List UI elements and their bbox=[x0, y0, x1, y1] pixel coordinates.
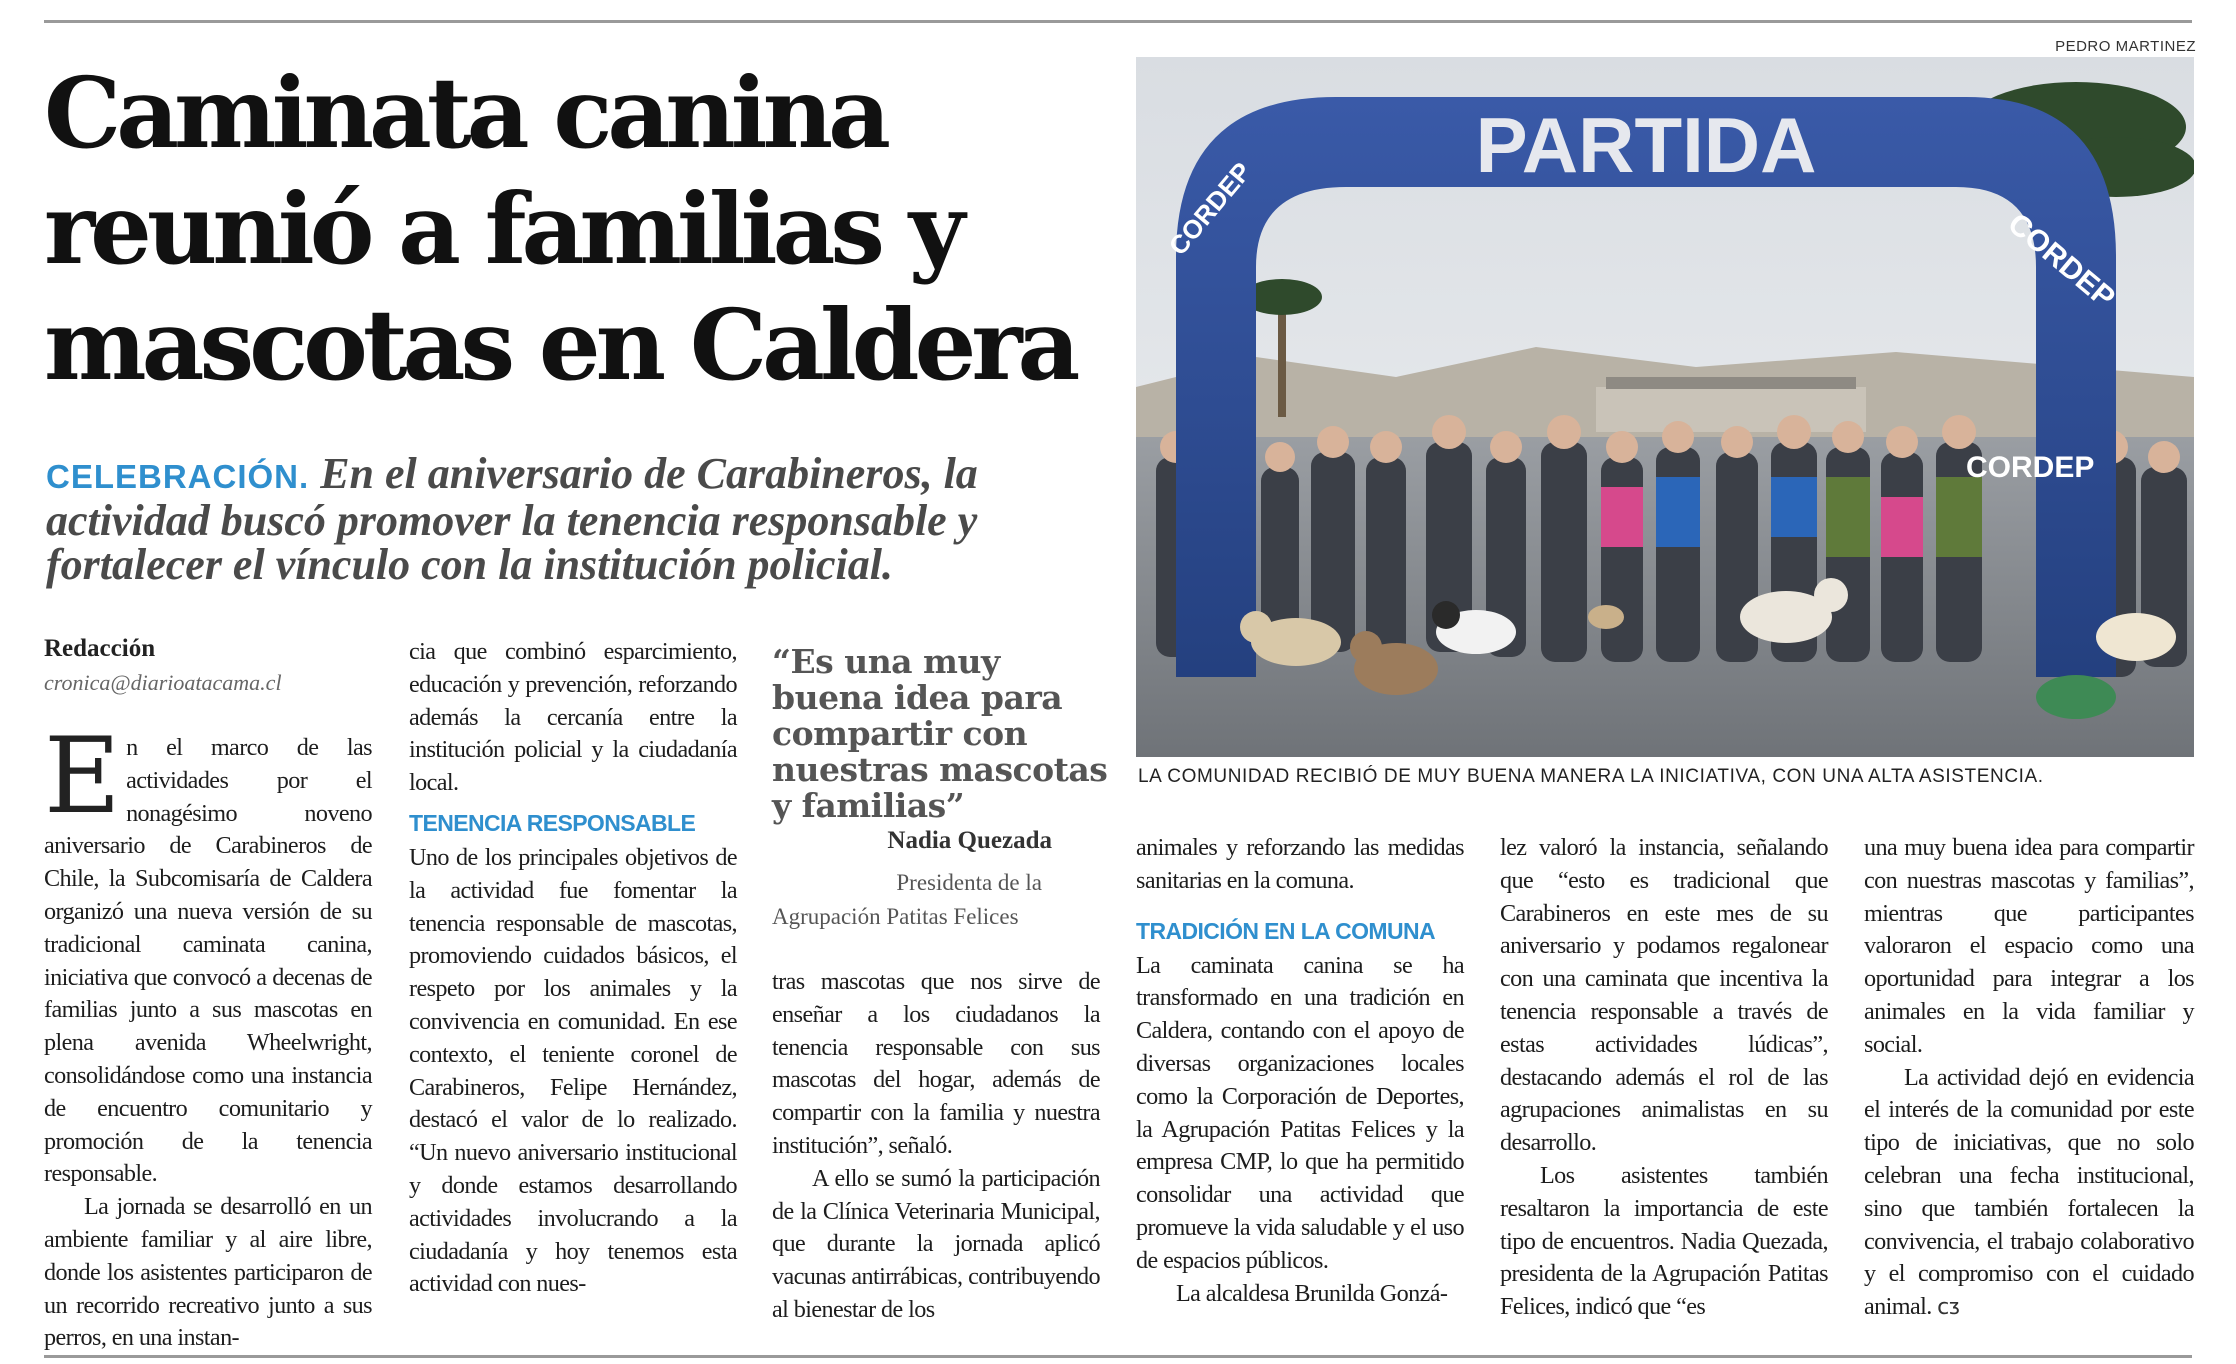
subheading-tradicion: TRADICIÓN EN LA COMUNA bbox=[1136, 917, 1435, 944]
article-column-3 bbox=[772, 966, 1100, 1327]
photo-caption: LA COMUNIDAD RECIBIÓ DE MUY BUENA MANERA LA INICIATIVA, CON UNA ALTA ASISTENCIA. bbox=[1138, 766, 2044, 787]
paragraph bbox=[44, 715, 372, 1191]
photo-illustration bbox=[1136, 57, 2194, 757]
paragraph: tras mascotas que nos sirve de enseñar a los ciudadanos la tenencia responsable con sus mascotas del hogar, además de compartir con la familia y nuestra institución”, señaló. bbox=[772, 968, 1100, 1159]
bottom-rule bbox=[44, 1355, 2192, 1358]
quote-attribution-name: Nadia Quezada bbox=[887, 827, 1052, 854]
quote-role-line: Agrupación Patitas Felices bbox=[772, 904, 1019, 929]
quote-attribution-role bbox=[772, 866, 1072, 934]
paragraph: una muy buena idea para compartir con nuestras mascotas y familias”, mientras que participantes valoraron el espacio como una oportunidad para integrar a los animales en la vida familiar y social. bbox=[1864, 834, 2194, 1058]
photo-credit: PEDRO MARTINEZ bbox=[2055, 38, 2196, 55]
top-rule bbox=[44, 20, 2192, 23]
subheading-tenencia: TENENCIA RESPONSABLE bbox=[409, 809, 696, 836]
article-column-1 bbox=[44, 715, 372, 1355]
article-headline: Caminata canina reunió a familias y mascotas en Caldera bbox=[44, 56, 1076, 402]
end-mark: ᴄᴣ bbox=[1937, 1295, 1960, 1321]
paragraph-text: La actividad dejó en evidencia el interés de la comunidad por este tipo de iniciativas, que no solo celebran una fecha institucional, sino que también fortalecen la convivencia, el trabajo colaborativo y el compromiso con el cuidado animal. bbox=[1864, 1063, 2194, 1321]
deck-text: En el aniversario de Carabineros, la actividad buscó promover la tenencia responsable y fortalecer el vínculo con la institución policial. bbox=[46, 449, 978, 589]
paragraph: cia que combinó esparcimiento, educación y prevención, reforzando además la cercanía entre la institución policial y la ciudadanía local. bbox=[409, 638, 737, 797]
article-column-4 bbox=[1136, 832, 1464, 1310]
arch-text: PARTIDA bbox=[1475, 101, 1817, 189]
paragraph: La alcaldesa Brunilda Gonzá- bbox=[1176, 1279, 1448, 1307]
paragraph: A ello se sumó la participación de la Clínica Veterinaria Municipal, que durante la jornada aplicó vacunas antirrábicas, contribuyendo al bienestar de los bbox=[772, 1164, 1100, 1323]
drop-cap: E bbox=[44, 715, 121, 837]
paragraph: La jornada se desarrolló en un ambiente familiar y al aire libre, donde los asistentes participaron de un recorrido recreativo junto a sus perros, en una instan- bbox=[44, 1193, 372, 1352]
byline-author: Redacción bbox=[44, 635, 156, 662]
pull-quote: “Es una muy buena idea para compartir con nuestras mascotas y familias” bbox=[772, 642, 1108, 825]
paragraph: Uno de los principales objetivos de la actividad fue fomentar la tenencia responsable de mascotas, promoviendo cuidados básicos, el respeto por los animales y la convivencia en comunidad. En ese contexto, el teniente coronel de Carabineros, Felipe Hernández, destacó el valor de lo realizado. “Un nuevo aniversario institucional y donde estamos desarrollando actividades involucrando a la ciudadanía y hoy tenemos esta actividad con nues- bbox=[409, 843, 737, 1298]
byline-email: cronica@diarioatacama.cl bbox=[44, 670, 282, 695]
paragraph-text: n el marco de las actividades por el nonagésimo noveno aniversario de Carabineros de Chile, la Subcomisaría de Caldera organizó una nueva versión de su tradicional caminata canina, iniciativa que convocó a decenas de familias junto a sus mascotas en plena avenida Wheelwright, consolidándose como una instancia de encuentro comunitario y promoción de la tenencia responsable. bbox=[44, 734, 372, 1188]
article-column-6 bbox=[1864, 832, 2194, 1325]
sponsor-logo-right: CORDEP bbox=[2001, 207, 2122, 315]
article-column-5 bbox=[1500, 832, 1828, 1324]
paragraph: animales y reforzando las medidas sanitarias en la comuna. bbox=[1136, 834, 1464, 894]
article-photo bbox=[1136, 57, 2194, 757]
article-column-2 bbox=[409, 636, 737, 1301]
paragraph bbox=[1864, 1062, 2194, 1325]
byline bbox=[44, 632, 374, 700]
sponsor-logo-pillar: CORDEP bbox=[1966, 451, 2095, 484]
sponsor-logo-left: CORDEP bbox=[1162, 156, 1258, 261]
deck-label: CELEBRACIÓN. bbox=[46, 458, 310, 495]
paragraph: lez valoró la instancia, señalando que “esto es tradicional que Carabineros en este mes de su aniversario y podamos regalonear con una caminata que incentiva la tenencia responsable a través de estas actividades lúdicas”, destacando además el rol de las agrupaciones animalistas en su desarrollo. bbox=[1500, 834, 1828, 1157]
quote-role-line: Presidenta de la bbox=[896, 870, 1042, 895]
paragraph: Los asistentes también resaltaron la importancia de este tipo de encuentros. Nadia Quezada, presidenta de la Agrupación Patitas Felices, indicó que “es bbox=[1500, 1161, 1828, 1321]
article-deck bbox=[46, 449, 1106, 589]
paragraph: La caminata canina se ha transformado en una tradición en Caldera, contando con el apoyo de diversas organizaciones locales como la Corporación de Deportes, la Agrupación Patitas Felices y la empresa CMP, lo que ha permitido consolidar una actividad que promueve la vida saludable y el uso de espacios públicos. bbox=[1136, 951, 1464, 1274]
